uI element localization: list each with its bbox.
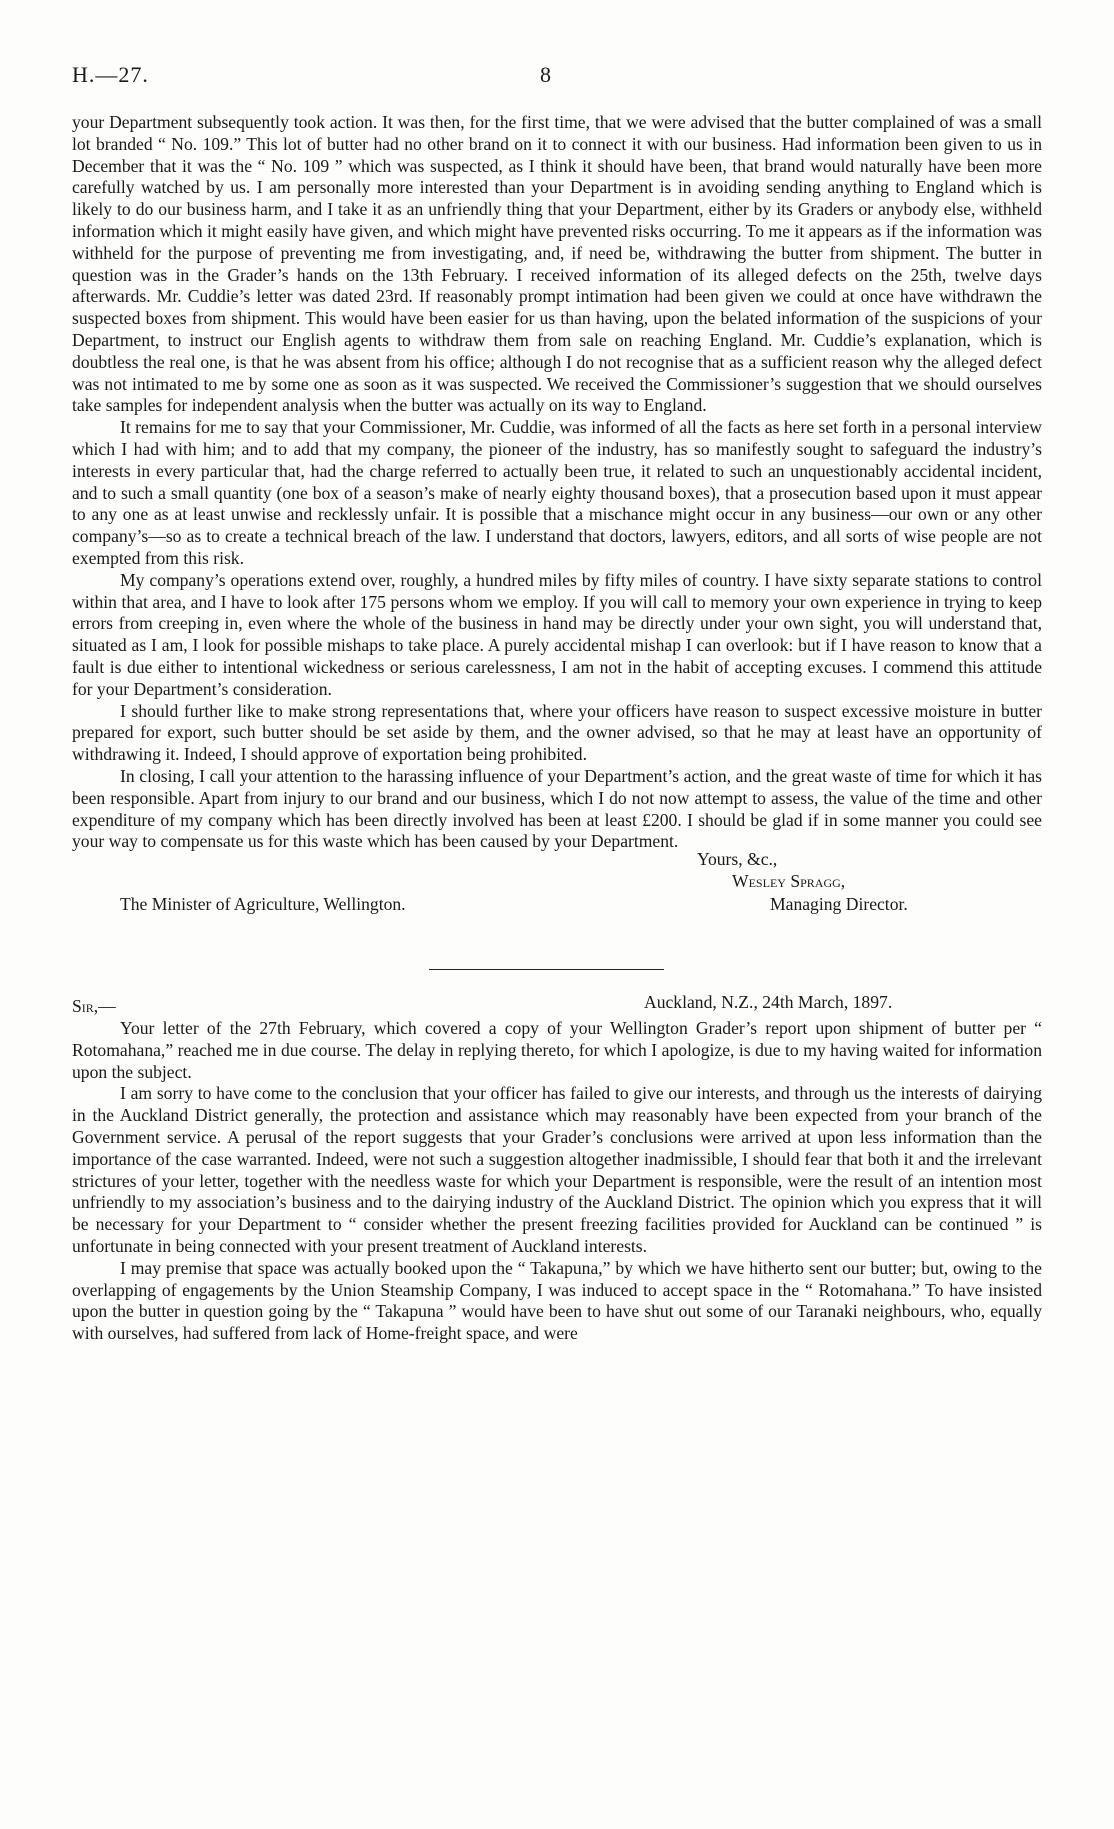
paragraph: I am sorry to have come to the conclusion that your officer has failed to give our interests, and through us the interests of dairying in the Auckland District generally, the protection and assistance which may reasonably have been expected from your branch of the Government service. A perusal of the report suggests that your Grader’s conclusions were arrived at upon less information than the importance of the case warranted. Indeed, were not such a suggestion altogether inadmissible, I should fear that both it and the irrelevant strictures of your letter, together with the needless waste for which your Department is responsible, were the result of an intention most unfriendly to my association’s business and to the dairying industry of the Auckland District. The opinion which you express that it will be necessary for your Department to “ consider whether the present freezing facilities provided for Auckland can be continued ” is unfortunate in being connected with your present treatment of Auckland interests. xyxy=(72,1083,1042,1257)
salutation: Sir,— xyxy=(72,996,116,1017)
section-divider xyxy=(429,969,664,970)
paragraph: Your letter of the 27th February, which covered a copy of your Wellington Grader’s report upon shipment of butter per “ Rotomahana,” reached me in due course. The delay in replying thereto, for which I apologize, is due to my having waited for information upon the subject. xyxy=(72,1018,1042,1082)
addressee: The Minister of Agriculture, Wellington. xyxy=(120,894,406,915)
page-number: 8 xyxy=(540,62,551,87)
signer-title: Managing Director. xyxy=(770,894,908,915)
letter-spragg xyxy=(72,112,1042,941)
signature-block xyxy=(72,849,1042,941)
letter-auckland xyxy=(72,994,1042,1345)
paragraph: It remains for me to say that your Commissioner, Mr. Cuddie, was informed of all the facts as here set forth in a personal interview which I had with him; and to add that my company, the pioneer of the industry, has so manifestly sought to safeguard the industry’s interests in every particular that, had the charge referred to actually been true, it related to such an unquestionably accidental incident, and to such a small quantity (one box of a season’s make of nearly eighty thousand boxes), that a prosecution based upon it must appear to any one as at least unwise and recklessly unfair. It is possible that a mischance might occur in any business—our own or any other company’s—so as to create a technical breach of the law. I understand that doctors, lawyers, editors, and all sorts of wise people are not exempted from this risk. xyxy=(72,417,1042,568)
signer-name: Wesley Spragg, xyxy=(732,871,846,892)
paragraph: your Department subsequently took action. It was then, for the first time, that we were advised that the butter complained of was a small lot branded “ No. 109.” This lot of butter had no other brand on it to connect it with our business. Had information been given to us in December that it was the “ No. 109 ” which was suspected, as I think it should have been, that brand would naturally have been more carefully watched by us. I am personally more interested than your Department is in avoiding sending anything to England which is likely to do our business harm, and I take it as an unfriendly thing that your Department, either by its Graders or anybody else, withheld information which it might easily have given, and which might have prevented risks occurring. To me it appears as if the information was withheld for the purpose of preventing me from investigating, and, if need be, withdrawing the butter from shipment. The butter in question was in the Grader’s hands on the 13th February. I received information of its alleged defects on the 25th, twelve days afterwards. Mr. Cuddie’s letter was dated 23rd. If reasonably prompt intimation had been given we could at once have withdrawn the suspected boxes from shipment. This would have been easier for us than having, upon the belated information of the suspicions of your Department, to instruct our English agents to withdraw them from sale on reaching England. Mr. Cuddie’s explanation, which is doubtless the real one, is that he was absent from his office; although I do not recognise that as a sufficient reason why the alleged defect was not intimated to me by some one as soon as it was suspected. We received the Commissioner’s suggestion that we should ourselves take samples for independent analysis when the butter was actually on its way to England. xyxy=(72,112,1042,416)
closing: Yours, &c., xyxy=(697,849,778,870)
dateline: Auckland, N.Z., 24th March, 1897. xyxy=(644,992,893,1013)
paragraph: I should further like to make strong representations that, where your officers have reason to suspect excessive moisture in butter prepared for export, such butter should be set aside by them, and the owner advised, so that he may at least have an opportunity of withdrawing it. Indeed, I should approve of exportation being prohibited. xyxy=(72,700,1042,765)
page-header xyxy=(72,62,1042,98)
paragraph: My company’s operations extend over, roughly, a hundred miles by fifty miles of country. I have sixty separate stations to control within that area, and I have to look after 175 persons whom we employ. If you will call to memory your own experience in trying to keep errors from creeping in, even where the whole of the business in hand may be directly under your own sight, you will understand that, situated as I am, I look for possible mishaps to take place. A purely accidental mishap I can overlook: but if I have reason to know that a fault is due either to intentional wickedness or serious carelessness, I am not in the habit of accepting excuses. I commend this attitude for your Department’s consideration. xyxy=(72,569,1042,699)
salutation-line xyxy=(72,994,1042,1018)
document-reference: H.—27. xyxy=(72,62,149,87)
paragraph: In closing, I call your attention to the harassing influence of your Department’s action, and the great waste of time for which it has been responsible. Apart from injury to our brand and our business, which I do not now attempt to assess, the value of the time and other expenditure of my company which has been directly involved has been at least £200. I should be glad if in some manner you could see your way to compensate us for this waste which has been caused by your Department. xyxy=(72,765,1042,852)
page-body xyxy=(72,112,1042,1345)
paragraph: I may premise that space was actually booked upon the “ Takapuna,” by which we have hitherto sent our butter; but, owing to the overlapping of engagements by the Union Steamship Company, I was induced to accept space in the “ Rotomahana.” To have insisted upon the butter in question going by the “ Takapuna ” would have been to have shut out some of our Taranaki neighbours, who, equally with ourselves, had suffered from lack of Home-freight space, and were xyxy=(72,1257,1042,1344)
